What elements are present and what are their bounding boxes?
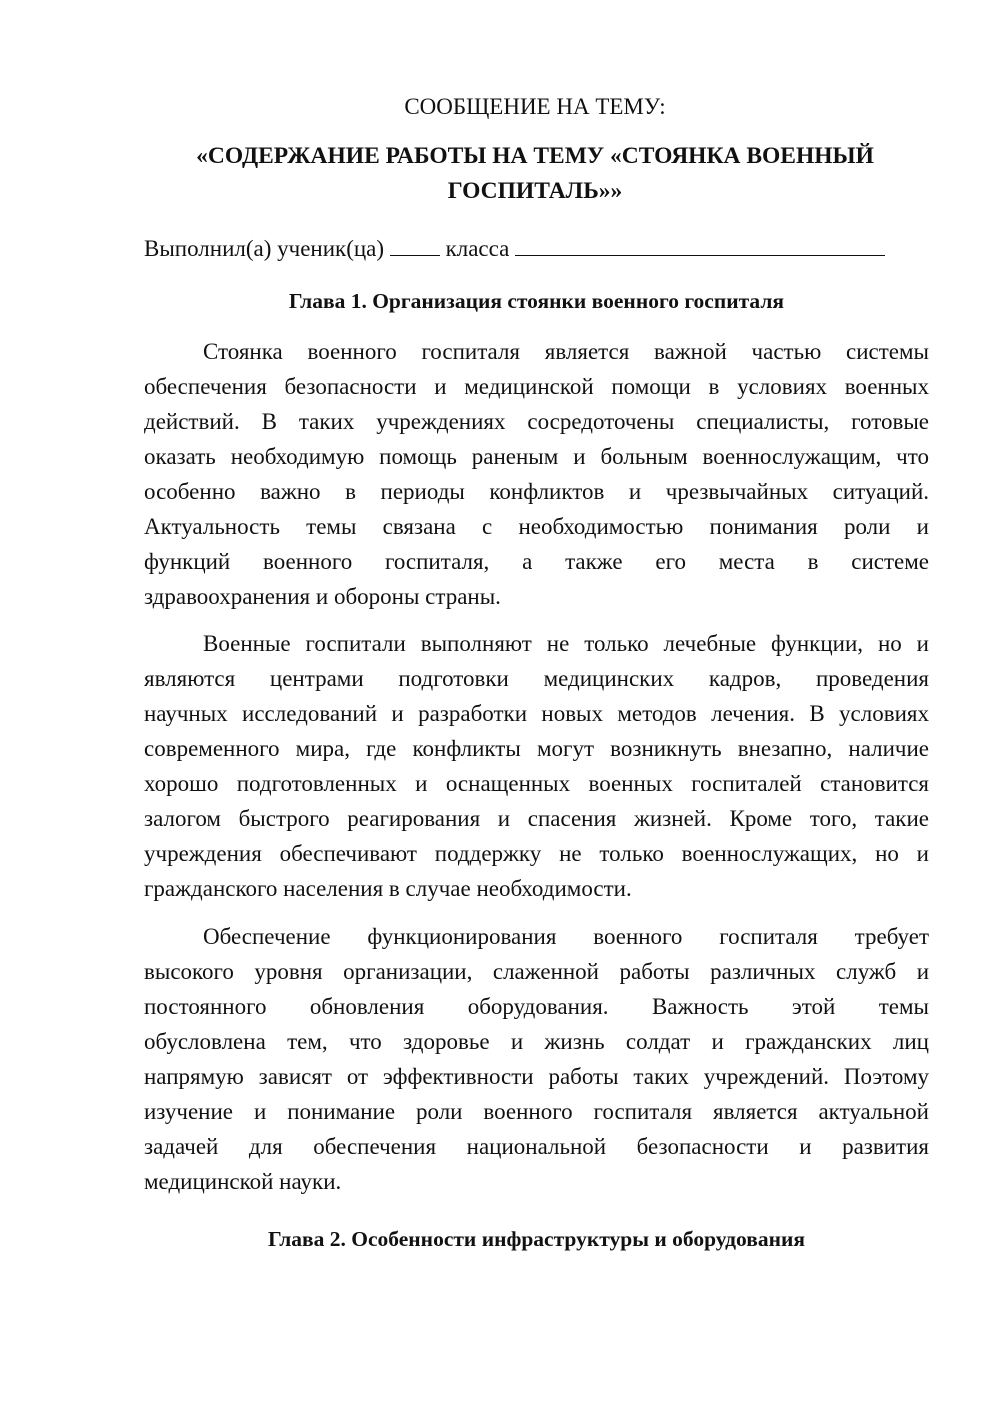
student-info-line xyxy=(144,234,934,264)
paragraph-line: Стоянка военного госпиталя является важной частью системы xyxy=(203,339,929,364)
paragraph-line: обеспечения безопасности и медицинской помощи в условиях военных xyxy=(144,374,929,399)
class-label: класса xyxy=(445,236,510,261)
paragraph-line: Обеспечение функционирования военного госпиталя требует xyxy=(203,924,929,949)
chapter-1-paragraph-2 xyxy=(144,626,929,906)
chapter-1-title: Глава 1. Организация стоянки военного госпиталя xyxy=(288,289,785,313)
paragraph-line: учреждения обеспечивают поддержку не только военнослужащих, но и xyxy=(144,841,929,866)
paragraph-line: Актуальность темы связана с необходимостью понимания роли и xyxy=(144,514,929,539)
paragraph-line: постоянного обновления оборудования. Важность этой темы xyxy=(144,994,929,1019)
chapter-1-paragraph-3 xyxy=(144,919,929,1199)
paragraph-line: напрямую зависят от эффективности работы таких учреждений. Поэтому xyxy=(144,1064,929,1089)
document-title-line-2: ГОСПИТАЛЬ»» xyxy=(447,178,623,204)
paragraph-line: медицинской науки. xyxy=(144,1169,342,1194)
student-name-blank xyxy=(515,234,885,256)
paragraph-line: гражданского населения в случае необходимости. xyxy=(144,876,632,901)
paragraph-line: обусловлена тем, что здоровье и жизнь солдат и гражданских лиц xyxy=(144,1029,929,1054)
document-title-line-1: «СОДЕРЖАНИЕ РАБОТЫ НА ТЕМУ «СТОЯНКА ВОЕННЫЙ xyxy=(196,143,874,169)
paragraph-line: являются центрами подготовки медицинских кадров, проведения xyxy=(144,666,929,691)
paragraph-line: высокого уровня организации, слаженной работы различных служб и xyxy=(144,959,929,984)
paragraph-line: Военные госпитали выполняют не только лечебные функции, но и xyxy=(203,631,929,656)
paragraph-line: функций военного госпиталя, а также его места в системе xyxy=(144,549,929,574)
paragraph-line: залогом быстрого реагирования и спасения жизней. Кроме того, такие xyxy=(144,806,929,831)
paragraph-line: научных исследований и разработки новых методов лечения. В условиях xyxy=(144,701,929,726)
paragraph-line: задачей для обеспечения национальной безопасности и развития xyxy=(144,1134,929,1159)
paragraph-line: особенно важно в периоды конфликтов и чрезвычайных ситуаций. xyxy=(144,479,929,504)
chapter-2-title: Глава 2. Особенности инфраструктуры и оборудования xyxy=(267,1227,806,1251)
paragraph-line: изучение и понимание роли военного госпиталя является актуальной xyxy=(144,1099,929,1124)
paragraph-line: современного мира, где конфликты могут возникнуть внезапно, наличие xyxy=(144,736,929,761)
chapter-1-paragraph-1 xyxy=(144,334,929,614)
paragraph-line: действий. В таких учреждениях сосредоточены специалисты, готовые xyxy=(144,409,929,434)
document-header xyxy=(120,92,950,212)
student-grade-blank xyxy=(390,234,440,256)
paragraph-line: хорошо подготовленных и оснащенных военных госпиталей становится xyxy=(144,771,929,796)
student-prefix: Выполнил(а) ученик(ца) xyxy=(144,236,385,261)
paragraph-line: оказать необходимую помощь раненым и больным военнослужащим, что xyxy=(144,444,929,469)
paragraph-line: здравоохранения и обороны страны. xyxy=(144,584,501,609)
document-kicker: СООБЩЕНИЕ НА ТЕМУ: xyxy=(404,94,666,119)
